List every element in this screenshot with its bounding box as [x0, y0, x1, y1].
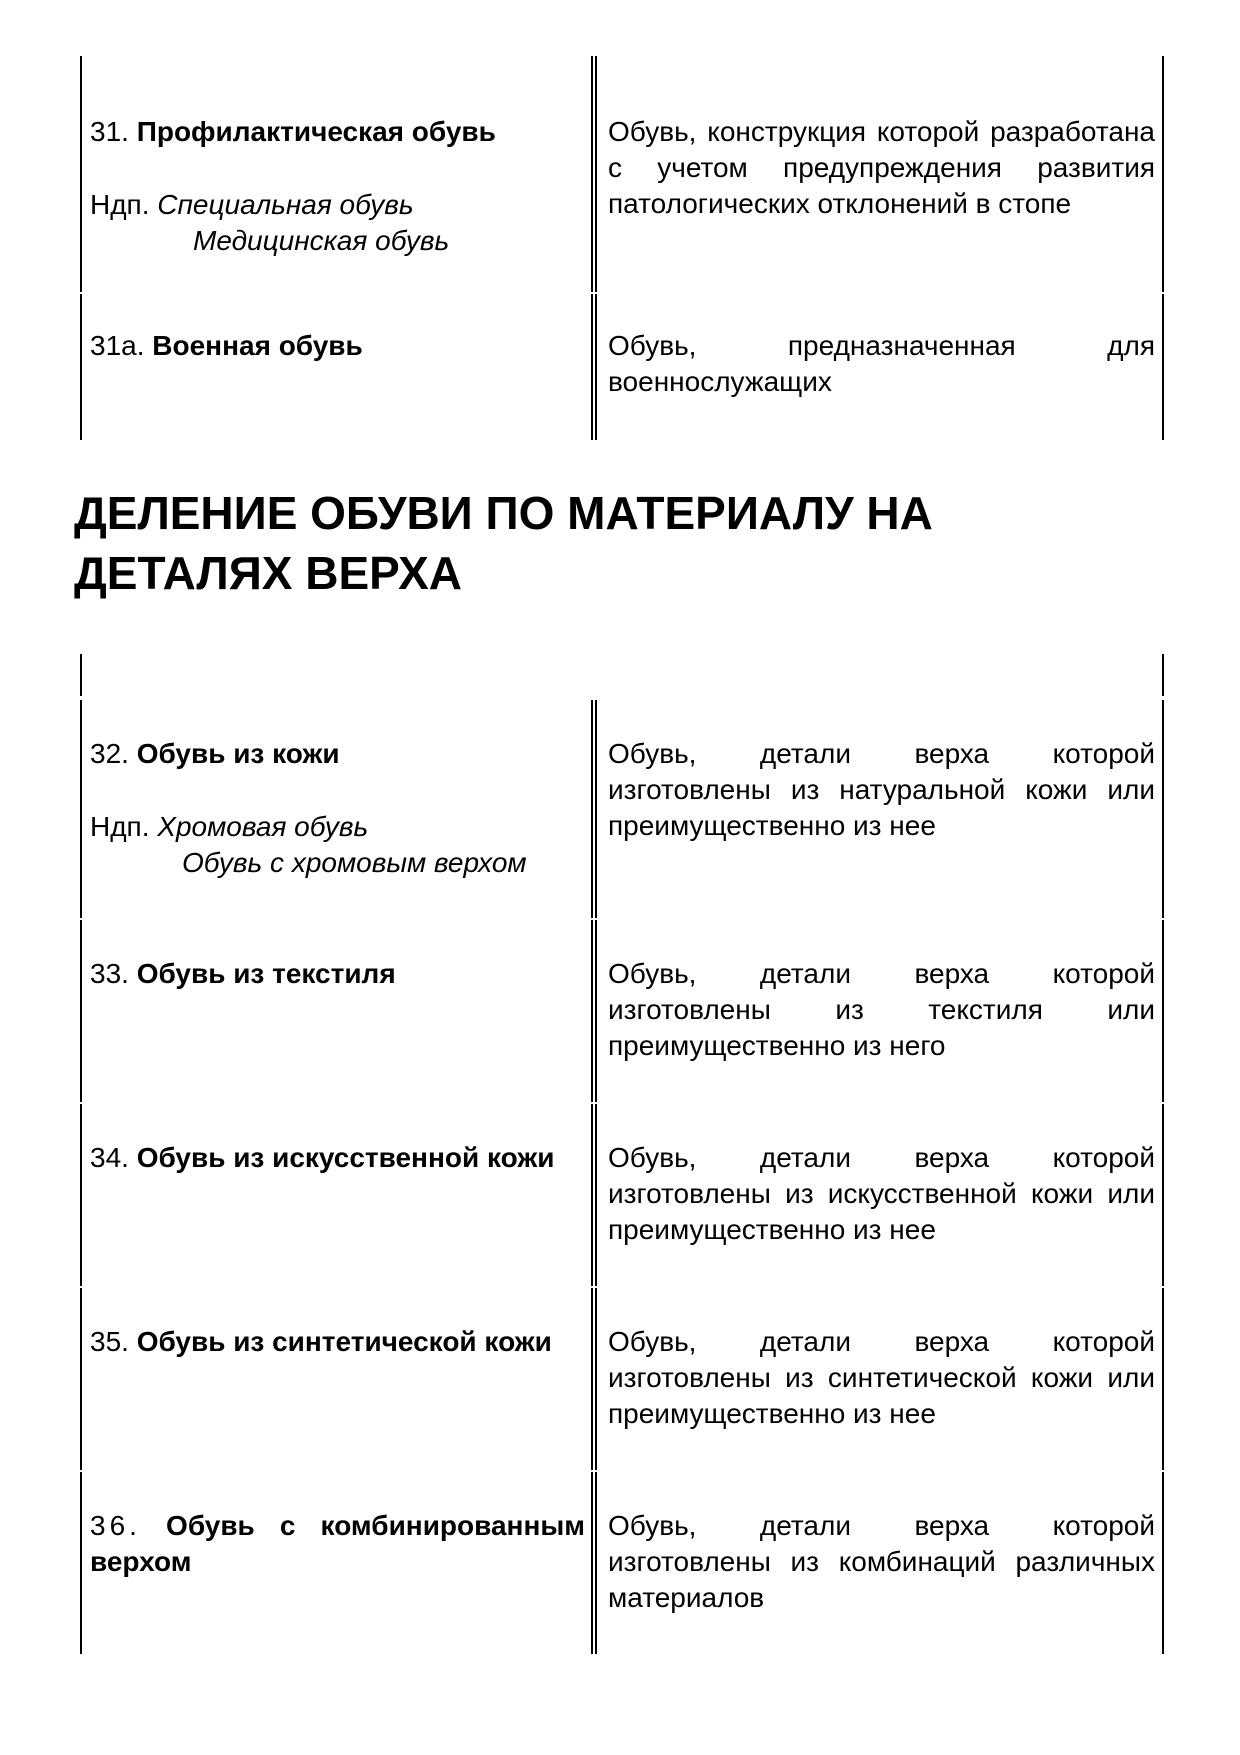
definition-cell: Обувь, детали верха которой изготовлены из искусственной кожи или преимущественно из нее [608, 1142, 1155, 1245]
term-word: комбинированным [320, 1510, 585, 1541]
deprecated-synonyms [90, 187, 660, 259]
definition-cell: Обувь, детали верха которой изготовлены из синтетической кожи или преимущественно из нее [608, 1326, 1155, 1429]
term-number: 33. [90, 958, 129, 989]
definition-cell: Обувь, конструкция которой разработана с учетом предупреждения развития патологических отклонений в стопе [608, 116, 1155, 219]
term-title: Обувь из текстиля [136, 958, 396, 989]
term-title: Обувь из синтетической кожи [136, 1326, 552, 1357]
term-cell [90, 956, 660, 992]
term-line [90, 1508, 585, 1544]
term-number: 31а. [90, 330, 145, 361]
table-row [80, 1288, 1166, 1470]
right-rule [1162, 654, 1164, 696]
term-title: Профилактическая обувь [136, 116, 496, 147]
ndp-term: Специальная обувь [157, 189, 414, 220]
term-word: Обувь [166, 1510, 255, 1541]
definition-cell: Обувь, детали верха которой изготовлены из текстиля или преимущественно из него [608, 958, 1155, 1061]
deprecated-synonyms [90, 809, 660, 881]
definition-cell: Обувь, детали верха которой изготовлены из натуральной кожи или преимущественно из нее [608, 738, 1155, 841]
term-cell [90, 1508, 660, 1580]
table-row [80, 56, 1166, 292]
term-word: с [279, 1510, 296, 1541]
table-row [80, 920, 1166, 1102]
section-heading: ДЕЛЕНИЕ ОБУВИ ПО МАТЕРИАЛУ НА ДЕТАЛЯХ ВЕРХА [74, 487, 933, 599]
ndp-term: Медицинская обувь [193, 225, 450, 256]
term-cell [90, 1140, 660, 1176]
term-cell [90, 114, 660, 259]
ndp-term: Хромовая обувь [157, 811, 369, 842]
ndp-label: Ндп. [90, 189, 150, 220]
term-cell [90, 1324, 660, 1360]
ndp-label: Ндп. [90, 811, 150, 842]
term-word: верхом [90, 1546, 192, 1577]
term-title: Обувь из кожи [136, 738, 340, 769]
table-row [80, 1104, 1166, 1286]
term-number: 34. [90, 1142, 129, 1173]
term-number: 35. [90, 1326, 129, 1357]
table-row [80, 700, 1166, 918]
left-rule [80, 654, 82, 696]
term-title: Военная обувь [152, 330, 363, 361]
term-number: 31. [90, 116, 129, 147]
term-cell [90, 328, 660, 364]
table-row [80, 1472, 1166, 1654]
term-number: 32. [90, 738, 129, 769]
term-cell [90, 736, 660, 881]
definition-cell: Обувь, детали верха которой изготовлены из комбинаций различных материалов [608, 1510, 1155, 1613]
ndp-term: Обувь с хромовым верхом [182, 847, 527, 878]
term-title: Обувь из искусственной кожи [136, 1142, 555, 1173]
definition-cell: Обувь, предназначенная для военнослужащих [608, 330, 1155, 397]
table-row [80, 294, 1166, 440]
term-number: 36. [90, 1510, 141, 1541]
